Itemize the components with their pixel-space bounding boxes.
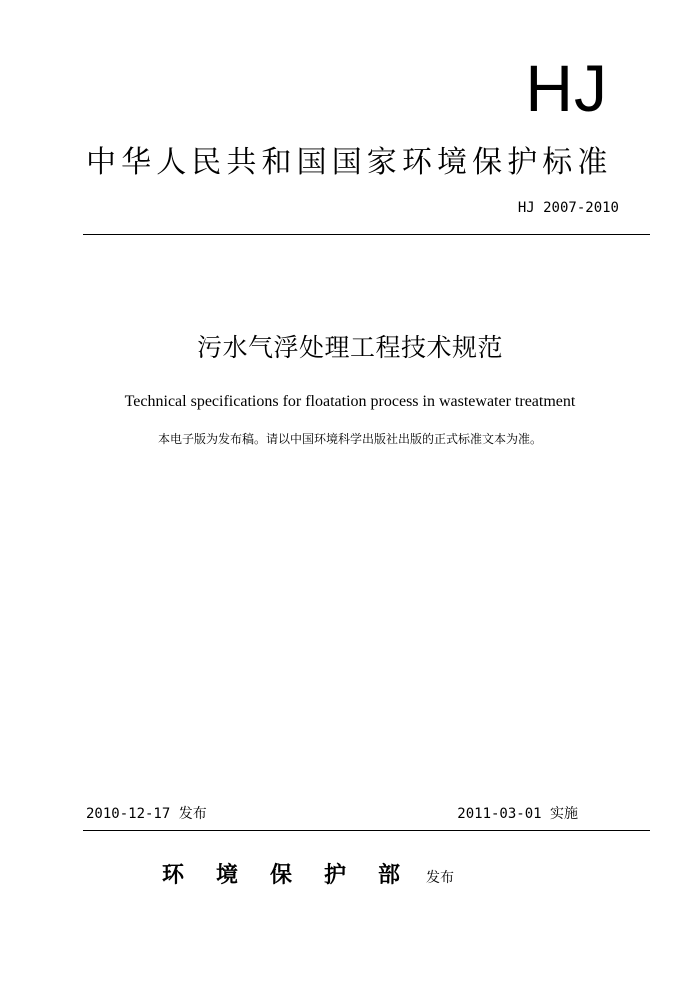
document-title-chinese: 污水气浮处理工程技术规范 <box>196 333 503 362</box>
standard-number: HJ 2007-2010 <box>517 200 619 216</box>
publisher-suffix: 发布 <box>426 870 455 886</box>
edition-note: 本电子版为发布稿。请以中国环境科学出版社出版的正式标准文本为准。 <box>157 432 542 446</box>
implementation-date: 2011-03-01 实施 <box>457 806 578 822</box>
issuing-authority-title: 中华人民共和国国家环境保护标准 <box>86 145 613 180</box>
issue-date: 2010-12-17 发布 <box>86 806 207 822</box>
document-title-english: Technical specifications for floatation process in wastewater treatment <box>124 393 576 410</box>
publisher-line <box>162 860 454 893</box>
publisher-name: 环境保护部 <box>162 862 433 888</box>
top-divider <box>83 234 650 235</box>
standard-logo: HJ <box>525 51 608 125</box>
bottom-divider <box>83 830 650 831</box>
